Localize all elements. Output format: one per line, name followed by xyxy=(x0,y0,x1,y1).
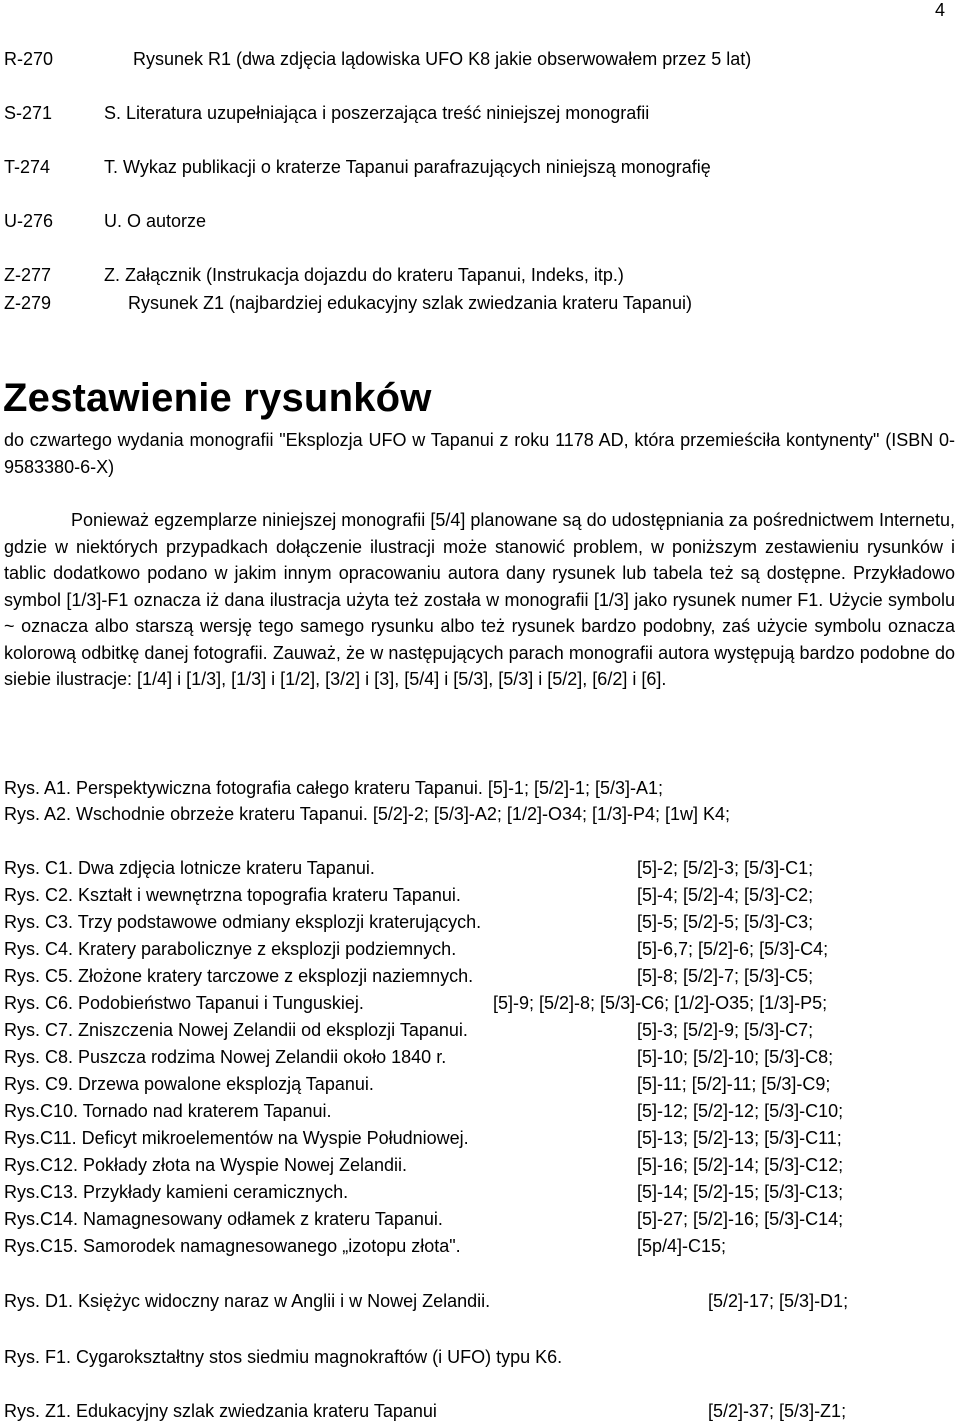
toc-page-code: S-271 xyxy=(4,103,53,123)
figure-entry xyxy=(4,993,828,1014)
toc-page-code: Z-279 xyxy=(4,293,52,313)
figure-refs: [5]-27; [5/2]-16; [5/3]-C14; xyxy=(637,1209,844,1229)
figure-entry xyxy=(4,1101,844,1122)
figure-entry xyxy=(4,804,730,825)
toc-title: U. O autorze xyxy=(104,211,207,231)
toc-page-code: U-276 xyxy=(4,211,54,231)
toc-title: Rysunek R1 (dwa zdjęcia lądowiska UFO K8 jakie obserwowałem przez 5 lat) xyxy=(133,49,752,69)
figure-label: Rys.C15. Samorodek namagnesowanego „izotopu złota". xyxy=(4,1236,461,1256)
figure-entry xyxy=(4,778,663,799)
toc-title: Rysunek Z1 (najbardziej edukacyjny szlak zwiedzania krateru Tapanui) xyxy=(128,293,692,313)
figure-refs: [5]-3; [5/2]-9; [5/3]-C7; xyxy=(637,1020,814,1040)
figure-entry xyxy=(4,1074,831,1095)
figure-label: Rys. C6. Podobieństwo Tapanui i Tunguskiej. xyxy=(4,993,364,1013)
section-subtitle: do czwartego wydania monografii "Eksplozja UFO w Tapanui z roku 1178 AD, która przemieściła kontynenty" (ISBN 0-9583380-6-X) xyxy=(4,430,955,477)
figure-entry xyxy=(4,1155,844,1176)
figure-label: Rys. C7. Zniszczenia Nowej Zelandii od eksplozji Tapanui. xyxy=(4,1020,468,1040)
toc-page-code: R-270 xyxy=(4,49,54,69)
section-heading: Zestawienie rysunków xyxy=(3,376,432,420)
figure-refs: [5]-12; [5/2]-12; [5/3]-C10; xyxy=(637,1101,844,1121)
figure-entry xyxy=(4,1347,562,1368)
figure-refs: [5]-11; [5/2]-11; [5/3]-C9; xyxy=(637,1074,831,1094)
figure-refs: [5/2]-37; [5/3]-Z1; xyxy=(708,1401,847,1421)
figure-label: Rys. C8. Puszcza rodzima Nowej Zelandii około 1840 r. xyxy=(4,1047,447,1067)
figure-refs: [5]-4; [5/2]-4; [5/3]-C2; xyxy=(637,885,814,905)
figure-entry xyxy=(4,939,829,960)
intro-paragraph: Ponieważ egzemplarze niniejszej monografii [5/4] planowane są do udostępniania za pośrednictwem Internetu, gdzie w niektórych przypadkach dołączenie ilustracji może stanowić problem, w poniższym zestawieniu rysunków i tablic dodatkowo podano w jakim innym opracowaniu autora dany rysunek lub tabela też są dostępne. Przykładowo symbol [1/3]-F1 oznacza iż dana ilustracja użyta też została w monografii [1/3] jako rysunek numer F1. Użycie symbolu ~ oznacza albo starszą wersję tego samego rysunku albo też rysunek bardzo podobny, zaś użycie symbolu oznacza kolorową odbitkę danej fotografii. Zauważ, że w następujących parach monografii autora występują bardzo podobne do siebie ilustracje: [1/4] i [1/3], [1/3] i [1/2], [3/2] i [3], [5/4] i [5/3], [5/3] i [5/2], [6/2] i [6]. xyxy=(4,510,955,689)
figure-entry xyxy=(4,1182,844,1203)
figure-entry xyxy=(4,858,814,879)
figure-refs: [5]-2; [5/2]-3; [5/3]-C1; xyxy=(637,858,814,878)
toc-title: S. Literatura uzupełniająca i poszerzająca treść niniejszej monografii xyxy=(104,103,650,123)
figure-entry xyxy=(4,966,814,987)
figure-label: Rys.C13. Przykłady kamieni ceramicznych. xyxy=(4,1182,349,1202)
figure-entry xyxy=(4,1209,844,1230)
figure-entry xyxy=(4,1047,834,1068)
figure-refs: [5]-13; [5/2]-13; [5/3]-C11; xyxy=(637,1128,842,1148)
figure-label: Rys.C10. Tornado nad kraterem Tapanui. xyxy=(4,1101,332,1121)
figure-label: Rys. C1. Dwa zdjęcia lotnicze krateru Tapanui. xyxy=(4,858,375,878)
figure-refs: [5]-16; [5/2]-14; [5/3]-C12; xyxy=(637,1155,844,1175)
toc-title: T. Wykaz publikacji o kraterze Tapanui parafrazujących niniejszą monografię xyxy=(104,157,711,177)
figure-label: Rys.C11. Deficyt mikroelementów na Wyspie Południowej. xyxy=(4,1128,469,1148)
figure-label: Rys. F1. Cygarokształtny stos siedmiu magnokraftów (i UFO) typu K6. xyxy=(4,1347,563,1367)
figure-entry xyxy=(4,1401,847,1422)
figure-label: Rys. C3. Trzy podstawowe odmiany eksplozji kraterujących. xyxy=(4,912,482,932)
figure-entry xyxy=(4,1291,849,1312)
figure-refs: [5]-9; [5/2]-8; [5/3]-C6; [1/2]-O35; [1/3]-P5; xyxy=(493,993,828,1013)
figure-entry xyxy=(4,1236,727,1257)
page-number: 4 xyxy=(935,0,946,20)
figure-refs: [5]-10; [5/2]-10; [5/3]-C8; xyxy=(637,1047,834,1067)
figure-refs: [5]-14; [5/2]-15; [5/3]-C13; xyxy=(637,1182,844,1202)
figure-refs: [5]-6,7; [5/2]-6; [5/3]-C4; xyxy=(637,939,829,959)
figure-label: Rys. A1. Perspektywiczna fotografia całego krateru Tapanui. [5]-1; [5/2]-1; [5/3]-A1; xyxy=(4,778,664,798)
figure-refs: [5/2]-17; [5/3]-D1; xyxy=(708,1291,849,1311)
figure-entry xyxy=(4,885,814,906)
figure-entry xyxy=(4,1128,842,1149)
figure-label: Rys. C2. Kształt i wewnętrzna topografia krateru Tapanui. xyxy=(4,885,461,905)
figure-refs: [5]-5; [5/2]-5; [5/3]-C3; xyxy=(637,912,814,932)
figure-label: Rys. C5. Złożone kratery tarczowe z eksplozji naziemnych. xyxy=(4,966,474,986)
toc-page-code: T-274 xyxy=(4,157,51,177)
figure-label: Rys. A2. Wschodnie obrzeże krateru Tapanui. [5/2]-2; [5/3]-A2; [1/2]-O34; [1/3]-P4; [1w] K4; xyxy=(4,804,731,824)
figure-label: Rys. C9. Drzewa powalone eksplozją Tapanui. xyxy=(4,1074,374,1094)
figure-label: Rys. C4. Kratery parabolicznye z eksplozji podziemnych. xyxy=(4,939,457,959)
toc-page-code: Z-277 xyxy=(4,265,52,285)
figure-entry xyxy=(4,1020,814,1041)
figure-label: Rys.C14. Namagnesowany odłamek z krateru Tapanui. xyxy=(4,1209,443,1229)
figure-entry xyxy=(4,912,814,933)
figure-label: Rys.C12. Pokłady złota na Wyspie Nowej Zelandii. xyxy=(4,1155,408,1175)
toc-title: Z. Załącznik (Instrukacja dojazdu do krateru Tapanui, Indeks, itp.) xyxy=(104,265,624,285)
figure-label: Rys. D1. Księżyc widoczny naraz w Anglii i w Nowej Zelandii. xyxy=(4,1291,491,1311)
figure-refs: [5]-8; [5/2]-7; [5/3]-C5; xyxy=(637,966,814,986)
figure-refs: [5p/4]-C15; xyxy=(637,1236,727,1256)
figure-label: Rys. Z1. Edukacyjny szlak zwiedzania krateru Tapanui xyxy=(4,1401,437,1421)
